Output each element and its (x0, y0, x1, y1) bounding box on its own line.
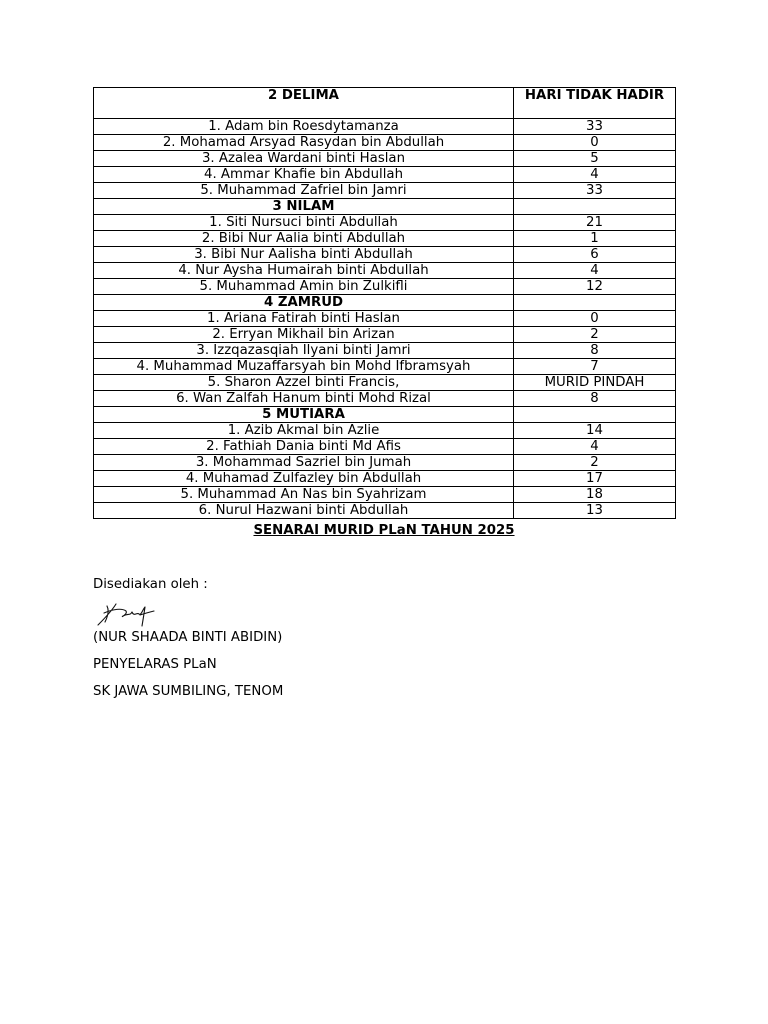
table-row (94, 439, 676, 455)
days-absent: 12 (514, 279, 676, 295)
table-row (94, 311, 676, 327)
student-name: 4. Muhammad Muzaffarsyah bin Mohd Ifbramsyah (94, 359, 514, 375)
student-name: 2. Bibi Nur Aalia binti Abdullah (94, 231, 514, 247)
class-heading: 3 NILAM (94, 199, 514, 215)
table-row (94, 359, 676, 375)
table-row (94, 455, 676, 471)
class-heading: 5 MUTIARA (94, 407, 514, 423)
table-row (94, 487, 676, 503)
table-row (94, 327, 676, 343)
days-absent: 8 (514, 343, 676, 359)
student-name: 3. Mohammad Sazriel bin Jumah (94, 455, 514, 471)
student-name: 6. Wan Zalfah Hanum binti Mohd Rizal (94, 391, 514, 407)
class-heading-blank (514, 199, 676, 215)
student-name: 3. Azalea Wardani binti Haslan (94, 151, 514, 167)
table-body (94, 119, 676, 519)
days-absent: 7 (514, 359, 676, 375)
days-absent: 4 (514, 439, 676, 455)
student-name: 1. Adam bin Roesdytamanza (94, 119, 514, 135)
student-name: 1. Ariana Fatirah binti Haslan (94, 311, 514, 327)
table-row (94, 167, 676, 183)
student-name: 2. Erryan Mikhail bin Arizan (94, 327, 514, 343)
days-absent: 5 (514, 151, 676, 167)
student-name: 5. Muhammad Amin bin Zulkifli (94, 279, 514, 295)
student-name: 4. Nur Aysha Humairah binti Abdullah (94, 263, 514, 279)
table-row (94, 135, 676, 151)
days-absent: 33 (514, 119, 676, 135)
student-name: 3. Bibi Nur Aalisha binti Abdullah (94, 247, 514, 263)
coordinator-name: (NUR SHAADA BINTI ABIDIN) (93, 630, 283, 645)
table-row (94, 279, 676, 295)
days-absent: 2 (514, 327, 676, 343)
days-absent: 2 (514, 455, 676, 471)
header-class-name: 2 DELIMA (94, 88, 514, 119)
table-row (94, 503, 676, 519)
attendance-table (93, 87, 676, 519)
prepared-by-label: Disediakan oleh : (93, 577, 208, 592)
days-absent: 1 (514, 231, 676, 247)
document-title: SENARAI MURID PLaN TAHUN 2025 (253, 523, 515, 538)
student-name: 3. Izzqazasqiah Ilyani binti Jamri (94, 343, 514, 359)
table-row (94, 247, 676, 263)
header-days-absent: HARI TIDAK HADIR (514, 88, 676, 119)
class-heading-row (94, 407, 676, 423)
student-name: 5. Muhammad An Nas bin Syahrizam (94, 487, 514, 503)
student-name: 2. Fathiah Dania binti Md Afis (94, 439, 514, 455)
table-row (94, 471, 676, 487)
table-row (94, 215, 676, 231)
coordinator-role: PENYELARAS PLaN (93, 657, 217, 672)
school-name: SK JAWA SUMBILING, TENOM (93, 684, 284, 699)
class-heading: 4 ZAMRUD (94, 295, 514, 311)
days-absent: 4 (514, 167, 676, 183)
days-absent: 21 (514, 215, 676, 231)
class-heading-blank (514, 407, 676, 423)
days-absent: 0 (514, 311, 676, 327)
class-heading-row (94, 199, 676, 215)
table-row (94, 423, 676, 439)
student-name: 4. Ammar Khafie bin Abdullah (94, 167, 514, 183)
student-name: 5. Sharon Azzel binti Francis, (94, 375, 514, 391)
days-absent: MURID PINDAH (514, 375, 676, 391)
days-absent: 18 (514, 487, 676, 503)
student-name: 6. Nurul Hazwani binti Abdullah (94, 503, 514, 519)
class-heading-blank (514, 295, 676, 311)
days-absent: 8 (514, 391, 676, 407)
table-row (94, 119, 676, 135)
table-row (94, 263, 676, 279)
days-absent: 14 (514, 423, 676, 439)
days-absent: 13 (514, 503, 676, 519)
student-name: 5. Muhammad Zafriel bin Jamri (94, 183, 514, 199)
student-name: 4. Muhamad Zulfazley bin Abdullah (94, 471, 514, 487)
days-absent: 4 (514, 263, 676, 279)
days-absent: 0 (514, 135, 676, 151)
table-header-row (94, 88, 676, 119)
table-row (94, 183, 676, 199)
signature-icon (95, 598, 157, 628)
days-absent: 6 (514, 247, 676, 263)
table-row (94, 343, 676, 359)
table-row (94, 391, 676, 407)
student-name: 1. Siti Nursuci binti Abdullah (94, 215, 514, 231)
days-absent: 17 (514, 471, 676, 487)
student-name: 2. Mohamad Arsyad Rasydan bin Abdullah (94, 135, 514, 151)
table-row (94, 231, 676, 247)
table-row (94, 375, 676, 391)
student-name: 1. Azib Akmal bin Azlie (94, 423, 514, 439)
table-row (94, 151, 676, 167)
days-absent: 33 (514, 183, 676, 199)
class-heading-row (94, 295, 676, 311)
